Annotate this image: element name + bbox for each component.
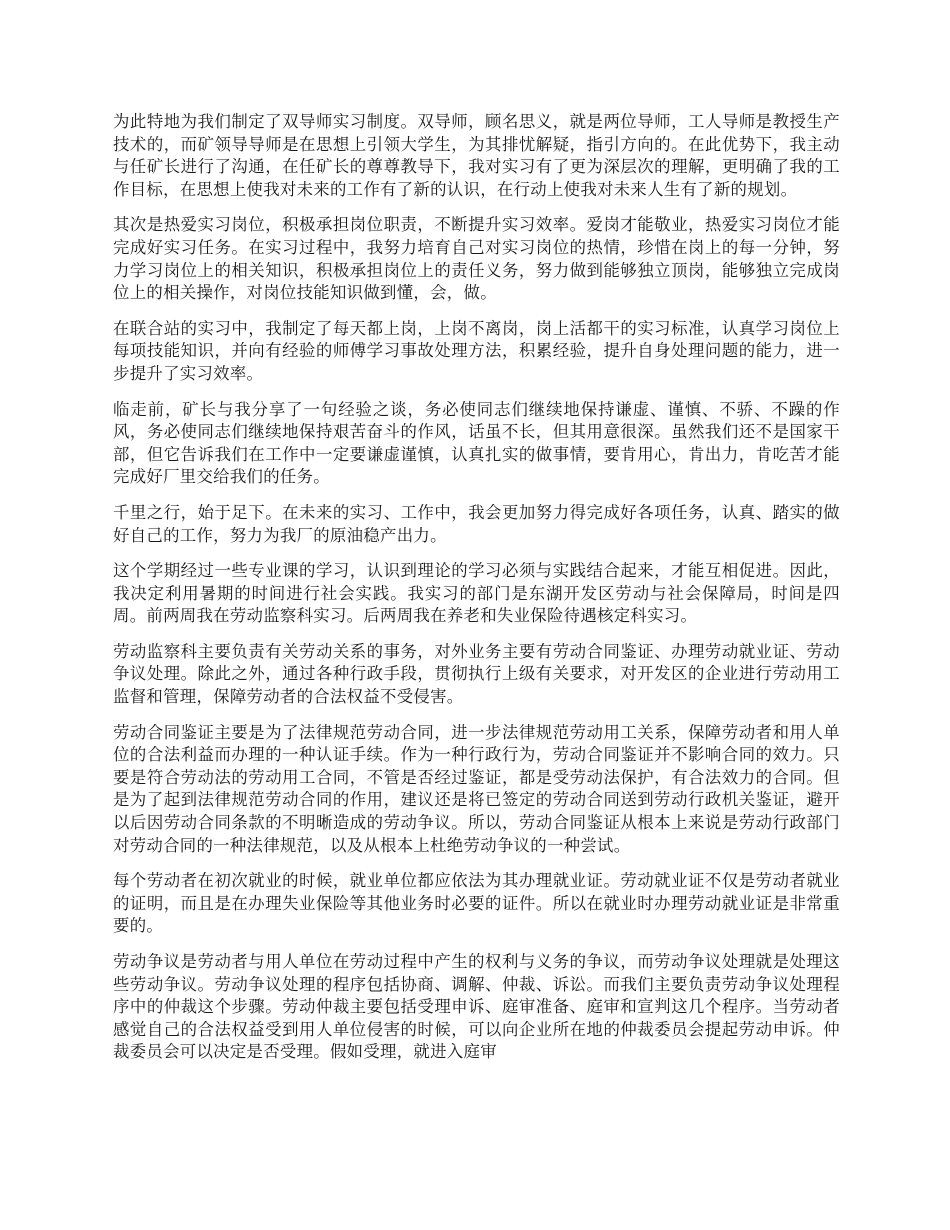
paragraph-6: 这个学期经过一些专业课的学习，认识到理论的学习必须与实践结合起来，才能互相促进。因此，我决定利用暑期的时间进行社会实践。我实习的部门是东湖开发区劳动与社会保障局，时间是四周。前两周我在劳动监察科实习。后两周我在养老和失业保险待遇核定科实习。 [113,561,840,626]
paragraph-5: 千里之行，始于足下。在未来的实习、工作中，我会更加努力得完成好各项任务，认真、踏实的做好自己的工作，努力为我厂的原油稳产出力。 [113,502,840,545]
paragraph-2: 其次是热爱实习岗位，积极承担岗位职责，不断提升实习效率。爱岗才能敬业，热爱实习岗位才能完成好实习任务。在实习过程中，我努力培育自己对实习岗位的热情，珍惜在岗上的每一分钟，努力学习岗位上的相关知识，积极承担岗位上的责任义务，努力做到能够独立顶岗，能够独立完成岗位上的相关操作，对岗位技能知识做到懂，会，做。 [113,215,840,303]
paragraph-7: 劳动监察科主要负责有关劳动关系的事务，对外业务主要有劳动合同鉴证、办理劳动就业证、劳动争议处理。除此之外，通过各种行政手段，贯彻执行上级有关要求，对开发区的企业进行劳动用工监督和管理，保障劳动者的合法权益不受侵害。 [113,641,840,707]
paragraph-10: 劳动争议是劳动者与用人单位在劳动过程中产生的权利与义务的争议，而劳动争议处理就是处理这些劳动争议。劳动争议处理的程序包括协商、调解、仲裁、诉讼。而我们主要负责劳动争议处理程序中的仲裁这个步骤。劳动仲裁主要包括受理申诉、庭审准备、庭审和宣判这几个程序。当劳动者感觉自己的合法权益受到用人单位侵害的时候，可以向企业所在地的仲裁委员会提起劳动申诉。仲裁委员会可以决定是否受理。假如受理，就进入庭审 [113,952,840,1062]
paragraph-3: 在联合站的实习中，我制定了每天都上岗，上岗不离岗，岗上活都干的实习标准，认真学习岗位上每项技能知识，并向有经验的师傅学习事故处理方法，积累经验，提升自身处理问题的能力，进一步提升了实习效率。 [113,318,840,383]
paragraph-1: 为此特地为我们制定了双导师实习制度。双导师，顾名思义，就是两位导师，工人导师是教授生产技术的，而矿领导导师是在思想上引领大学生，为其排忧解疑，指引方向的。在此优势下，我主动与任矿长进行了沟通，在任矿长的尊尊教导下，我对实习有了更为深层次的理解，更明确了我的工作目标，在思想上使我对未来的工作有了新的认识，在行动上使我对未来人生有了新的规划。 [113,112,840,199]
document-body [113,111,840,1077]
paragraph-9: 每个劳动者在初次就业的时候，就业单位都应依法为其办理就业证。劳动就业证不仅是劳动者就业的证明，而且是在办理失业保险等其他业务时必要的证件。所以在就业时办理劳动就业证是非常重要的。 [113,871,840,936]
paragraph-8: 劳动合同鉴证主要是为了法律规范劳动合同，进一步法律规范劳动用工关系，保障劳动者和用人单位的合法利益而办理的一种认证手续。作为一种行政行为，劳动合同鉴证并不影响合同的效力。只要是符合劳动法的劳动用工合同，不管是否经过鉴证，都是受劳动法保护，有合法效力的合同。但是为了起到法律规范劳动合同的作用，建议还是将已签定的劳动合同送到劳动行政机关鉴证，避开以后因劳动合同条款的不明晰造成的劳动争议。所以，劳动合同鉴证从根本上来说是劳动行政部门对劳动合同的一种法律规范，以及从根本上杜绝劳动争议的一种尝试。 [113,722,840,855]
paragraph-4: 临走前，矿长与我分享了一句经验之谈，务必使同志们继续地保持谦虚、谨慎、不骄、不躁的作风，务必使同志们继续地保持艰苦奋斗的作风，话虽不长，但其用意很深。虽然我们还不是国家干部，但它告诉我们在工作中一定要谦虚谨慎，认真扎实的做事情，要肯用心，肯出力，肯吃苦才能完成好厂里交给我们的任务。 [113,399,840,487]
